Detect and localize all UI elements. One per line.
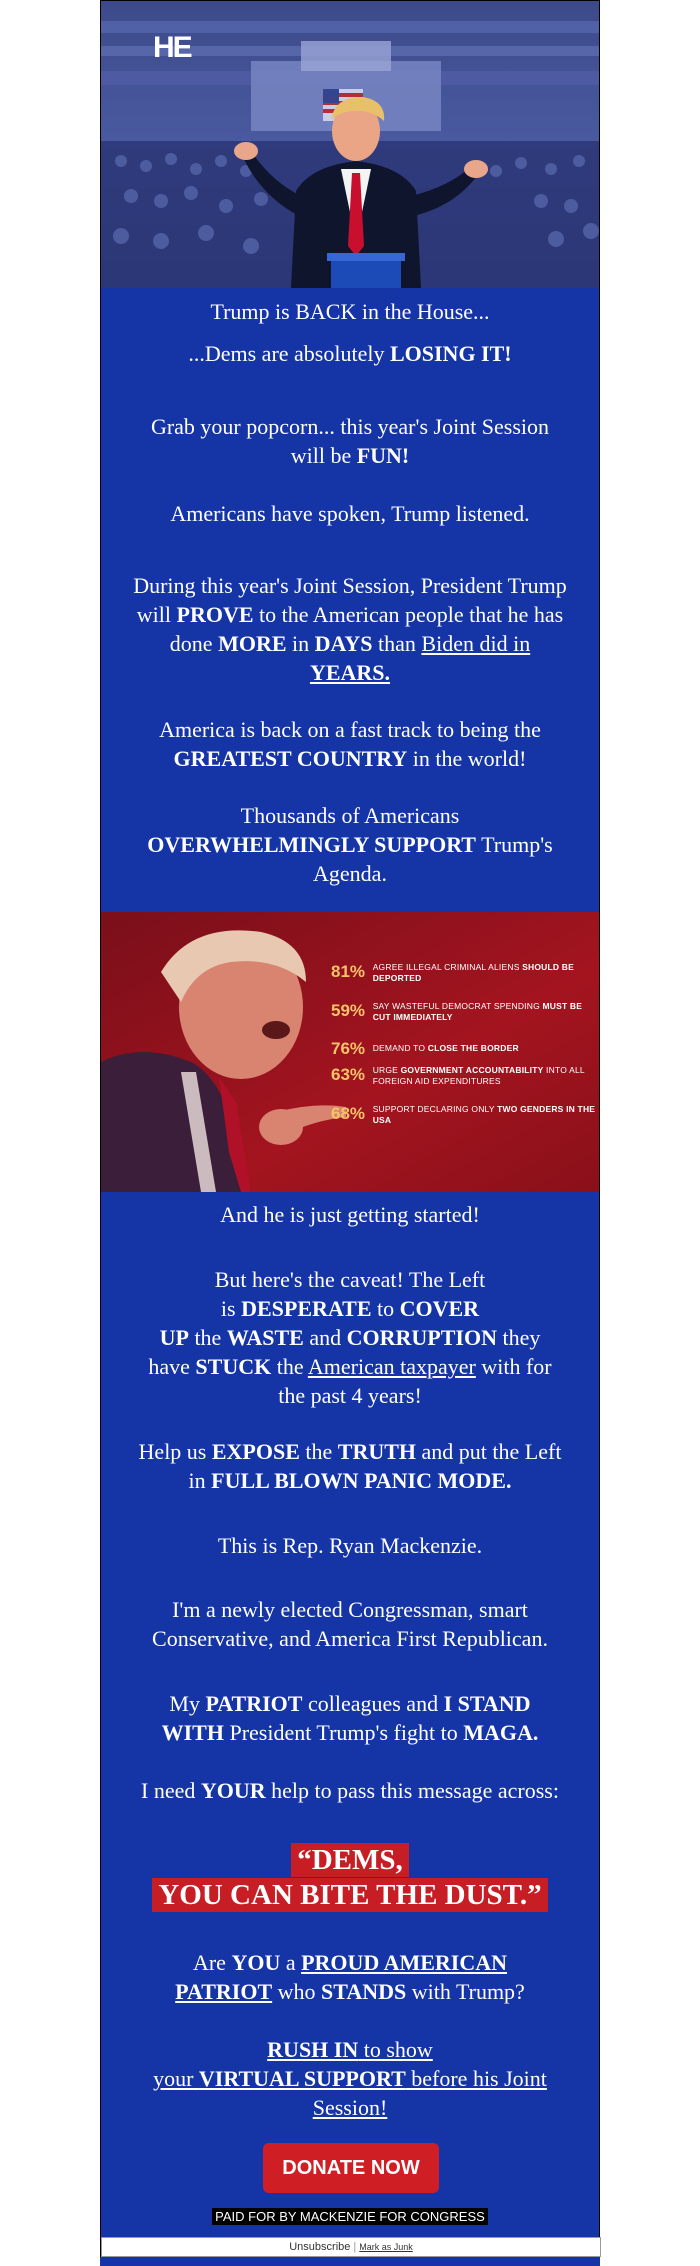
body-text: and put the Left (416, 1439, 562, 1464)
intro-rep-paragraph (101, 1531, 599, 1560)
emphasis-text: TRUTH (337, 1439, 417, 1464)
stat-label (373, 1039, 596, 1054)
intro-line-2 (101, 339, 599, 368)
stat-percent: 76% (331, 1039, 366, 1058)
session-link[interactable]: Session! (312, 2095, 388, 2120)
footer-separator: | (353, 2241, 357, 2253)
bottom-bar (100, 2257, 600, 2266)
stat-text: INTO ALL FOREIGN AID EXPENDITURES (372, 1065, 585, 1086)
emphasis-text: PATRIOT (205, 1691, 303, 1716)
patriot-link[interactable]: PATRIOT (175, 1979, 273, 2004)
americans-paragraph (101, 499, 599, 528)
stat-emphasis: MUST BE CUT IMMEDIATELY (372, 1001, 583, 1022)
emphasis-text: YOU (231, 1950, 281, 1975)
stat-emphasis: GOVERNMENT ACCOUNTABILITY (400, 1065, 544, 1075)
email-body (100, 0, 600, 2257)
rush-in-link[interactable] (267, 2037, 433, 2062)
emphasis-text: YOUR (200, 1778, 266, 1803)
quote-block (101, 1843, 599, 1913)
donate-now-button[interactable]: DONATE NOW (263, 2143, 439, 2193)
patriot-paragraph (101, 1689, 599, 1747)
intro-text: ...Dems are absolutely (188, 341, 390, 366)
paid-for-disclaimer (101, 2209, 599, 2224)
unsubscribe-link[interactable]: Unsubscribe (289, 2241, 351, 2253)
emphasis-text: FULL BLOWN PANIC MODE. (211, 1468, 512, 1493)
emphasis-text: DESPERATE (241, 1296, 372, 1321)
stat-emphasis: SHOULD BE DEPORTED (372, 962, 574, 983)
body-text: in (188, 1468, 212, 1493)
body-text: Are (192, 1950, 232, 1975)
body-text: and (303, 1325, 347, 1350)
body-text: help to pass this message across: (265, 1778, 559, 1803)
stat-label (373, 962, 596, 984)
quote-line: YOU CAN BITE THE DUST.” (152, 1878, 547, 1912)
emphasis-text: PROVE (176, 602, 254, 627)
body-text: colleagues and (302, 1691, 444, 1716)
body-text: the (188, 1325, 227, 1350)
stat-row (331, 1104, 596, 1126)
body-text: to (371, 1296, 400, 1321)
email-footer (101, 2237, 601, 2257)
getting-started-paragraph (101, 1200, 599, 1229)
body-text: who (272, 1979, 322, 2004)
emphasis-text: EXPOSE (211, 1439, 300, 1464)
body-text: Conservative, and America First Republican. (152, 1626, 548, 1651)
body-text: My (169, 1691, 206, 1716)
body-text: And he is just getting started! (220, 1202, 480, 1227)
support-paragraph (101, 801, 599, 888)
emphasis-text: STANDS (321, 1979, 407, 2004)
body-text: they (496, 1325, 541, 1350)
emphasis-text: WITH (161, 1720, 224, 1745)
emphasis-text: FUN! (356, 443, 410, 468)
emphasis-text: DAYS (314, 631, 373, 656)
emphasis-text: STUCK (195, 1354, 272, 1379)
body-text: the past 4 years! (278, 1383, 422, 1408)
body-text: before his Joint (405, 2066, 547, 2091)
body-text: to the American people that he has (253, 602, 564, 627)
emphasis-text: COVER (399, 1296, 480, 1321)
body-text: the (299, 1439, 338, 1464)
body-text: in the world! (407, 746, 527, 771)
biden-link[interactable]: Biden did in (421, 631, 531, 656)
emphasis-text: OVERWHELMINGLY SUPPORT (147, 832, 476, 857)
emphasis-text: RUSH IN (267, 2037, 359, 2062)
stat-percent: 68% (331, 1104, 366, 1123)
mark-as-junk-link[interactable]: Mark as Junk (359, 2242, 413, 2252)
body-text: Americans have spoken, Trump listened. (170, 501, 530, 526)
emphasis-text: MAGA. (463, 1720, 539, 1745)
body-text: than (372, 631, 422, 656)
emphasis-text: VIRTUAL SUPPORT (198, 2066, 406, 2091)
congressman-paragraph (101, 1595, 599, 1653)
stat-text: SUPPORT DECLARING ONLY (372, 1104, 498, 1114)
stats-image (101, 912, 599, 1192)
virtual-support-link[interactable] (153, 2066, 547, 2091)
brand-logo: HE (153, 31, 191, 64)
stat-text: SAY WASTEFUL DEMOCRAT SPENDING (372, 1001, 543, 1011)
body-text: America is back on a fast track to being the (159, 717, 541, 742)
body-text: your (153, 2066, 199, 2091)
help-paragraph (101, 1776, 599, 1805)
taxpayer-link[interactable]: American taxpayer (307, 1354, 476, 1379)
body-text: will (136, 602, 177, 627)
stat-text: AGREE ILLEGAL CRIMINAL ALIENS (372, 962, 523, 972)
stat-percent: 81% (331, 962, 366, 981)
body-text: with Trump? (406, 1979, 525, 2004)
stat-percent: 63% (331, 1065, 366, 1084)
stat-emphasis: CLOSE THE BORDER (427, 1043, 519, 1053)
body-text: This is Rep. Ryan Mackenzie. (217, 1533, 483, 1558)
proud-american-link[interactable]: PROUD AMERICAN (301, 1950, 508, 1975)
stat-text: DEMAND TO (372, 1043, 428, 1053)
emphasis-text: UP (159, 1325, 189, 1350)
emphasis-text: WASTE (226, 1325, 304, 1350)
proud-patriot-paragraph (101, 1948, 599, 2006)
body-text: Grab your popcorn... this year's Joint Session (150, 414, 550, 439)
emphasis-text: MORE (218, 631, 287, 656)
emphasis-text: I STAND (443, 1691, 531, 1716)
body-text: Agenda. (313, 861, 387, 886)
stat-row (331, 1039, 596, 1059)
hero-image (101, 1, 599, 288)
body-text: have (148, 1354, 196, 1379)
body-text: a (280, 1950, 302, 1975)
disclaimer-text: PAID FOR BY MACKENZIE FOR CONGRESS (212, 2208, 488, 2225)
fast-track-paragraph (101, 715, 599, 773)
joint-session-paragraph (101, 571, 599, 687)
stat-text: URGE (372, 1065, 401, 1075)
body-text: will be (290, 443, 357, 468)
stat-label (373, 1104, 596, 1126)
body-text: to show (358, 2037, 433, 2062)
body-text: During this year's Joint Session, President Trump (133, 573, 567, 598)
email-frame (100, 0, 600, 2266)
body-text: Help us (138, 1439, 212, 1464)
stat-percent: 59% (331, 1001, 366, 1020)
body-text: But here's the caveat! The Left (214, 1267, 486, 1292)
stat-emphasis: TWO GENDERS IN THE USA (372, 1104, 596, 1125)
biden-link-years[interactable]: YEARS. (309, 660, 391, 685)
stat-label (373, 1065, 596, 1087)
body-text: Trump's (475, 832, 553, 857)
stat-row (331, 1065, 596, 1087)
caveat-paragraph (101, 1265, 599, 1410)
rush-in-paragraph (101, 2035, 599, 2122)
emphasis-text: LOSING IT! (389, 341, 512, 366)
popcorn-paragraph (101, 412, 599, 470)
body-text: the (271, 1354, 308, 1379)
stat-label (373, 1001, 596, 1023)
body-text: in (286, 631, 315, 656)
intro-line-1 (101, 297, 599, 326)
body-text: I need (141, 1778, 201, 1803)
body-text: with for (475, 1354, 552, 1379)
emphasis-text: CORRUPTION (346, 1325, 497, 1350)
body-text: done (169, 631, 219, 656)
body-text: President Trump's fight to (223, 1720, 464, 1745)
body-text: is (220, 1296, 242, 1321)
emphasis-text: GREATEST COUNTRY (173, 746, 408, 771)
body-text: Thousands of Americans (240, 803, 460, 828)
stat-row (331, 1001, 596, 1023)
intro-text: Trump is BACK in the House... (210, 299, 490, 324)
body-text: I'm a newly elected Congressman, smart (172, 1597, 528, 1622)
expose-paragraph (101, 1437, 599, 1495)
stat-row (331, 962, 596, 984)
quote-line: “DEMS, (291, 1843, 409, 1877)
